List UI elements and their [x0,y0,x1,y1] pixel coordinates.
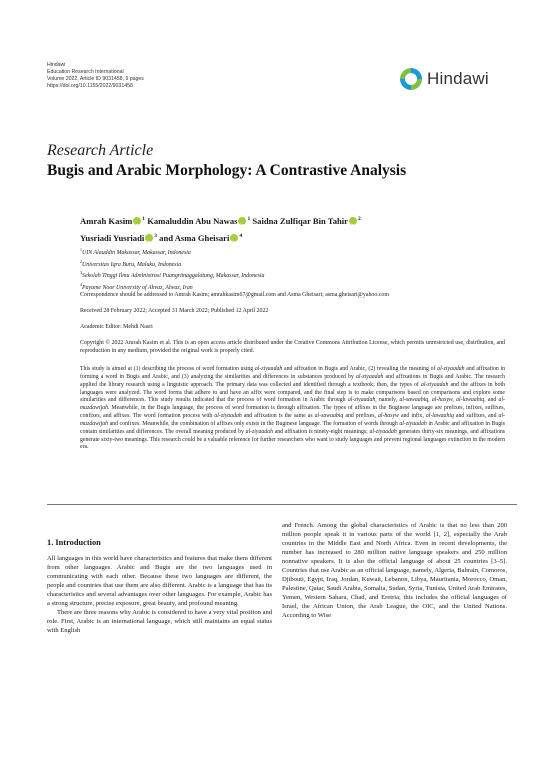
affiliation-text: Universitas Iqra Buru, Maluku, Indonesia [82,261,182,268]
affiliation-text: Sekolah Tinggi Ilmu Administrasi Puangrimaggalatung, Makassar, Indonesia [82,273,265,280]
correspondence-note: Correspondence should be addressed to Amrah Kasim; amrahkasim67@gmail.com and Asma Gheisari; asma.gheisari@yahoo.com [80,292,389,298]
journal-info [47,62,144,90]
left-column [47,538,272,635]
body-paragraph: There are three reasons why Arabic is considered to have a very vital position and role. First, Arabic is an international language, which still maintains an equal status with English [47,609,272,635]
orcid-icon[interactable] [230,234,238,242]
author-conjunction: and [159,232,174,243]
orcid-icon[interactable] [145,234,153,242]
logo-wordmark: Hindawi [427,69,489,88]
affiliation-list [80,246,265,292]
section-heading: 1. Introduction [47,538,101,547]
journal-name: Education Research International [47,69,124,75]
orcid-icon[interactable] [238,217,246,225]
author-name: Yusriadi Yusriadi [80,232,145,243]
affiliation-number: 4 [80,281,82,287]
author-name: Amrah Kasim [80,215,133,226]
publication-dates: Received 28 February 2022; Accepted 31 March 2022; Published 12 April 2022 [80,308,269,314]
body-paragraph: All languages in this world have characteristics and features that make them different from other languages. Arabic and Bugis are the two languages used in communicating with each other. Because these two languages are different, the people and countries that use them are also different. Arabic is a language that has its characteristics and several advantages over other languages. For example, Arabic has a strong structure, precise exposure, great beauty, and profound meaning. [47,555,272,608]
publisher-name: Hindawi [47,62,66,68]
affiliation-mark: 2 [358,216,361,222]
copyright-notice: Copyright © 2022 Amrah Kasim et al. This is an open access article distributed under the Creative Commons Attribution License, which permits unrestricted use, distribution, and reproduction in any medium, provided the original work is properly cited. [80,340,505,354]
affiliation [80,258,265,270]
doi-link[interactable]: https://doi.org/10.1155/2022/9031458 [47,83,133,89]
author-name: Saidna Zulfiqar Bin Tahir [252,215,348,226]
publisher-logo [398,66,489,92]
affiliation-mark: 4 [239,232,243,239]
author-list [80,212,520,246]
affiliation-mark: 3 [154,232,157,239]
academic-editor: Academic Editor: Mehdi Nasri [80,324,153,330]
affiliation [80,281,265,293]
hindawi-logo-icon [398,66,424,92]
affiliation-mark: 1 [142,216,146,222]
author-name: Kamaluddin Abu Nawas [147,215,238,226]
affiliation-mark: 1 [247,216,251,222]
volume-line: Volume 2022, Article ID 9031458, 9 pages [47,76,144,82]
author-name: Asma Gheisari [174,232,230,243]
affiliation-text: UIN Alauddin Makassar, Makassar, Indonesia [82,249,191,256]
article-type: Research Article [47,142,154,159]
affiliation [80,246,265,258]
orcid-icon[interactable] [133,217,141,225]
affiliation-number: 2 [80,258,82,264]
body-paragraph: and French. Among the global characteristics of Arabic is that no less than 200 million people speak it in various parts of the world [1, 2], especially the Arab countries in the Middle East and North Africa. Even in recent developments, the number has increased to 280 million native language speakers and 250 million nonnative speakers. It is also the official language of about 25 countries [3–5]. Countries that use Arabic as an official language, namely, Algeria, Bahrain, Comoros, Djibouti, Egypt, Iraq, Jordan, Kuwait, Lebanon, Libya, Mauritania, Morocco, Oman, Palestine, Qatar, Saudi Arabia, Somalia, Sudan, Syria, Tunisia, United Arab Emirates, Yemen, Western Sahara, Chad, and Eretria; this includes the official languages of Israel, the African Union, the Arab League, the OIC, and the United Nations. According to Wise [282,522,507,620]
section-divider [47,504,517,505]
affiliation-number: 1 [80,247,82,252]
article-title: Bugis and Arabic Morphology: A Contrastive Analysis [47,162,407,179]
affiliation-number: 3 [80,270,82,276]
abstract: This study is aimed at (1) describing the process of word formation using al-ziyaadah and affixation in Bugis and Arabic, (2) revealing the meaning of al-ziyaadah and affixation in forming a word in Bugis and Arabic, and (3) analyzing the similarities and differences in substances produced by al-ziyaadah and affixations in Bugis and Arabic. The research applied the library research using a linguistic approach. The primary data was collected and identified through a textbook; then, the types of al-ziyaadah and the affixes in both languages were analyzed. The word forms that adhere to and have an affix were compared, and the final step is to make comparisons based on comparisons and explore some similarities and differences. This study results indicated that the process of word formation in Arabic through al-ziyaadah, namely, al-sawaabiq, al-hasyw, al-lawaahiq, and al-muzdawijah. Meanwhile, in the Bugis language, the process of word formation is through affixation. The types of affixes in the Buginese language are prefixes, infixes, suffixes, confixes, and affixes. The word formation process with al-ziyaadah and affixation is the same as al-sawaabiq and prefixes, al-hasyw and infix, al-lawaahiq and suffixes, and al-muzdawijah and confixes. Meanwhile, the combination of affixes only exists in the Buginese language. The formation of words through al-ziyaadah in Arabic and affixation in Bugis contain similarities and differences. The overall meaning produced by al-ziyaadah and affixation is ninety-eight meanings; al-ziyaadah generates thirty-six meanings, and affixations generate sixty-two meanings. This research could be a valuable reference for further researchers who want to study languages and prevent regional languages extinction in the modern era. [80,366,506,451]
right-column [282,521,507,621]
orcid-icon[interactable] [349,217,357,225]
affiliation [80,269,265,281]
affiliation-text: Payame Noor University of Ahvaz, Ahvaz, Iran [82,284,193,291]
